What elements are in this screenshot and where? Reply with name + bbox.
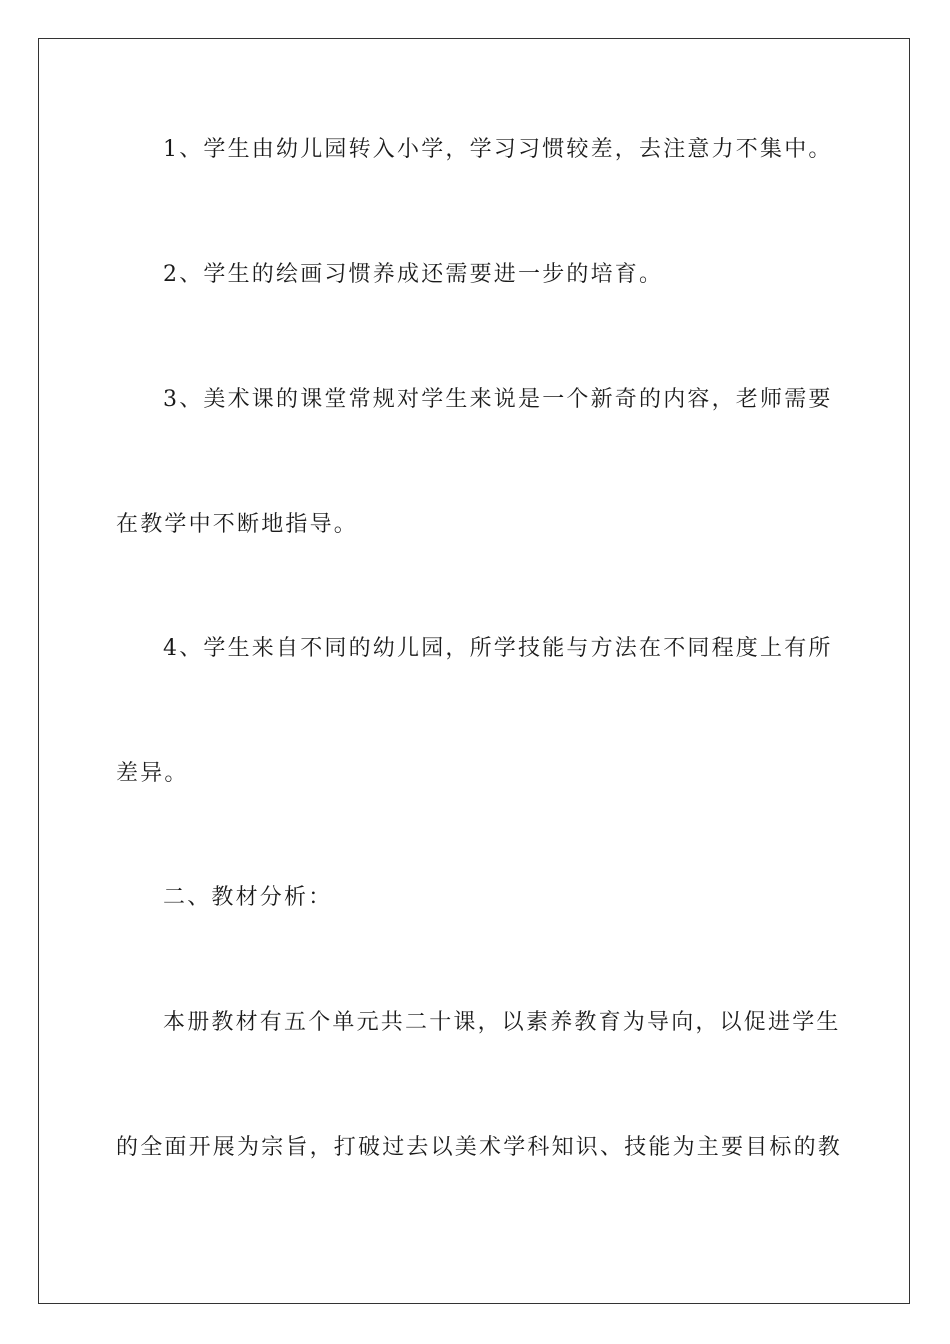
paragraph-item-4: 4、学生来自不同的幼儿园，所学技能与方法在不同程度上有所 — [163, 636, 833, 661]
paragraph-item-3: 3、美术课的课堂常规对学生来说是一个新奇的内容，老师需要 — [163, 387, 833, 412]
paragraph-item-1: 1、学生由幼儿园转入小学，学习习惯较差，去注意力不集中。 — [163, 137, 833, 162]
section-heading-2: 二、教材分析： — [163, 885, 333, 910]
paragraph-textbook-analysis-continued: 的全面开展为宗旨，打破过去以美术学科知识、技能为主要目标的教 — [116, 1135, 843, 1160]
paragraph-item-2: 2、学生的绘画习惯养成还需要进一步的培育。 — [163, 262, 664, 287]
paragraph-textbook-analysis: 本册教材有五个单元共二十课，以素养教育为导向，以促进学生 — [163, 1010, 841, 1035]
paragraph-item-3-continued: 在教学中不断地指导。 — [116, 512, 359, 537]
page-border — [38, 38, 910, 1304]
paragraph-item-4-continued: 差异。 — [116, 761, 189, 786]
